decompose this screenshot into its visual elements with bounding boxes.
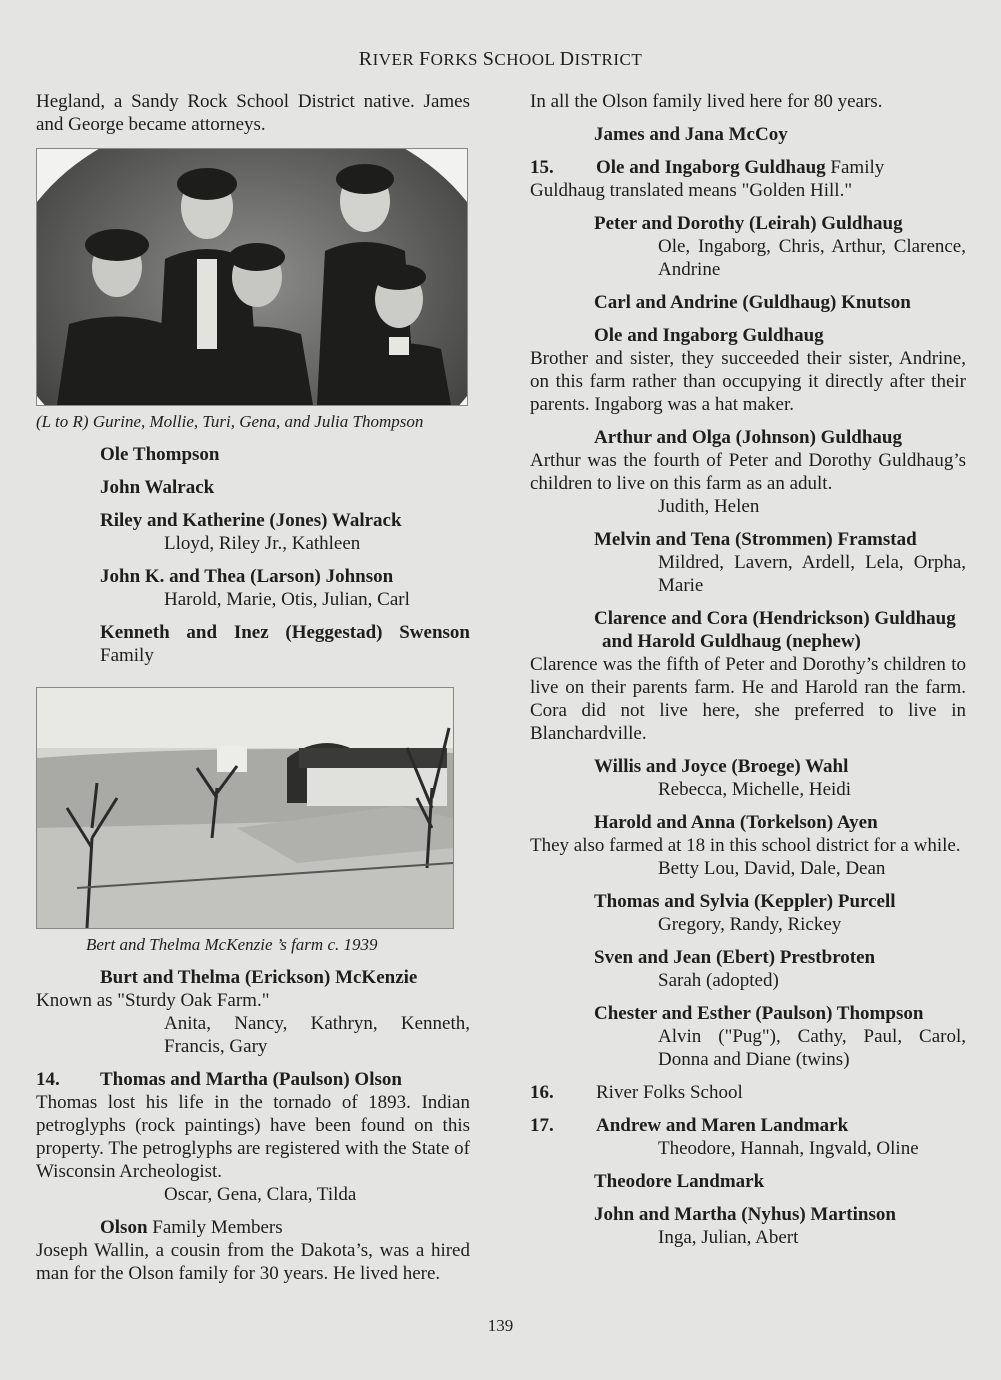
swenson-family-label: Family [100,645,154,666]
ayen-children: Betty Lou, David, Dale, Dean [658,858,886,879]
entry-john-walrack: John Walrack [100,477,215,498]
entry-14 [36,1068,470,1091]
entry-olson-family-members: Olson Family Members [100,1217,283,1238]
guldhaug-note: Guldhaug translated means "Golden Hill." [530,180,853,201]
entry-carl-andrine-knutson: Carl and Andrine (Guldhaug) Knutson [594,292,911,313]
ole-ingaborg-note: Brother and sister, they succeeded their sister, Andrine, on this farm rather than occupying it directly after their parents. Ingaborg was a hat maker. [530,348,966,415]
entry-melvin-tena-framstad: Melvin and Tena (Strommen) Framstad [594,529,917,550]
mckenzie-note: Known as "Sturdy Oak Farm." [36,990,270,1011]
entry-riley-katherine-walrack: Riley and Katherine (Jones) Walrack [100,510,402,531]
entry-theodore-landmark: Theodore Landmark [594,1171,765,1192]
thompson-sisters-photo [36,148,468,406]
right-column [530,90,966,1249]
entry-sven-jean-prestbroten: Sven and Jean (Ebert) Prestbroten [594,947,876,968]
entry-number-14: 14. [36,1069,60,1090]
mckenzie-farm-photo [36,687,454,929]
entry-number-17: 17. [530,1115,554,1136]
entry-peter-dorothy-guldhaug: Peter and Dorothy (Leirah) Guldhaug [594,213,903,234]
entry-chester-esther-thompson: Chester and Esther (Paulson) Thompson [594,1003,924,1024]
entry-thomas-sylvia-purcell: Thomas and Sylvia (Keppler) Purcell [594,891,896,912]
farm-illustration [37,688,453,928]
entry-16 [530,1081,966,1104]
ayen-note: They also farmed at 18 in this school district for a while. [530,835,961,856]
left-column [36,90,470,1285]
entry-john-thea-johnson: John K. and Thea (Larson) Johnson [100,566,394,587]
olson-children: Oscar, Gena, Clara, Tilda [164,1184,357,1205]
portrait-illustration [37,149,467,405]
martinson-children: Inga, Julian, Abert [658,1227,799,1248]
prestbroten-children: Sarah (adopted) [658,970,779,991]
entry-andrew-maren-landmark: Andrew and Maren Landmark [596,1115,849,1136]
landmark-children: Theodore, Hannah, Ingvald, Oline [658,1138,919,1159]
entry-thomas-martha-olson: Thomas and Martha (Paulson) Olson [100,1069,402,1090]
entry-burt-thelma-mckenzie: Burt and Thelma (Erickson) McKenzie [100,967,418,988]
wahl-children: Rebecca, Michelle, Heidi [658,779,852,800]
entry-john-martha-martinson: John and Martha (Nyhus) Martinson [594,1204,896,1225]
walrack-children: Lloyd, Riley Jr., Kathleen [164,533,361,554]
entry-number-16: 16. [530,1082,554,1103]
entry-clarence-cora-guldhaug: Clarence and Cora (Hendrickson) Guldhaug [594,608,956,629]
entry-ole-thompson: Ole Thompson [100,444,220,465]
johnson-children: Harold, Marie, Otis, Julian, Carl [164,589,410,610]
entry-arthur-olga-guldhaug: Arthur and Olga (Johnson) Guldhaug [594,427,902,448]
purcell-children: Gregory, Randy, Rickey [658,914,842,935]
entry-willis-joyce-wahl: Willis and Joyce (Broege) Wahl [594,756,849,777]
entry-ole-ingaborg-guldhaug: Ole and Ingaborg Guldhaug [594,325,824,346]
entry-15: 15. Ole and Ingaborg Guldhaug Family [530,157,885,178]
entry-number-15: 15. [530,157,554,178]
clarence-note: Clarence was the fifth of Peter and Dorothy’s children to live on their parents farm. He and Harold ran the farm. Cora did not live here, she preferred to live in Blanchardville. [530,654,966,744]
photo2-caption: Bert and Thelma McKenzie ’s farm c. 1939 [86,935,378,954]
entry-17 [530,1114,966,1137]
olson-note: Thomas lost his life in the tornado of 1893. Indian petroglyphs (rock paintings) have been found on this property. The petroglyphs are registered with the State of Wisconsin Archeologist. [36,1092,470,1182]
right-intro-paragraph: In all the Olson family lived here for 80 years. [530,91,883,112]
page-number: 139 [487,1316,514,1335]
arthur-note: Arthur was the fourth of Peter and Dorothy Guldhaug’s children to live on this farm as an adult. [530,450,966,494]
entry-harold-anna-ayen: Harold and Anna (Torkelson) Ayen [594,812,878,833]
entry-kenneth-inez-swenson: Kenneth and Inez (Heggestad) Swenson [100,622,470,643]
entry-james-jana-mccoy: James and Jana McCoy [594,124,788,145]
mckenzie-children: Anita, Nancy, Kathryn, Kenneth, Francis, Gary [164,1013,470,1057]
peter-dorothy-children: Ole, Ingaborg, Chris, Arthur, Clarence, Andrine [658,236,966,280]
framstad-children: Mildred, Lavern, Ardell, Lela, Orpha, Marie [658,552,966,596]
olson-members-note: Joseph Wallin, a cousin from the Dakota’s, was a hired man for the Olson family for 30 years. He lived here. [36,1240,470,1284]
running-header: RIVER FORKS SCHOOL DISTRICT [358,48,643,70]
thompson-children: Alvin ("Pug"), Cathy, Paul, Carol, Donna and Diane (twins) [658,1026,966,1070]
arthur-children: Judith, Helen [658,496,760,517]
entry-harold-guldhaug-nephew: and Harold Guldhaug (nephew) [602,631,861,652]
photo1-caption: (L to R) Gurine, Mollie, Turi, Gena, and Julia Thompson [36,412,424,431]
left-intro-paragraph: Hegland, a Sandy Rock School District native. James and George became attorneys. [36,91,470,135]
entry-river-folks-school: River Folks School [596,1082,743,1103]
